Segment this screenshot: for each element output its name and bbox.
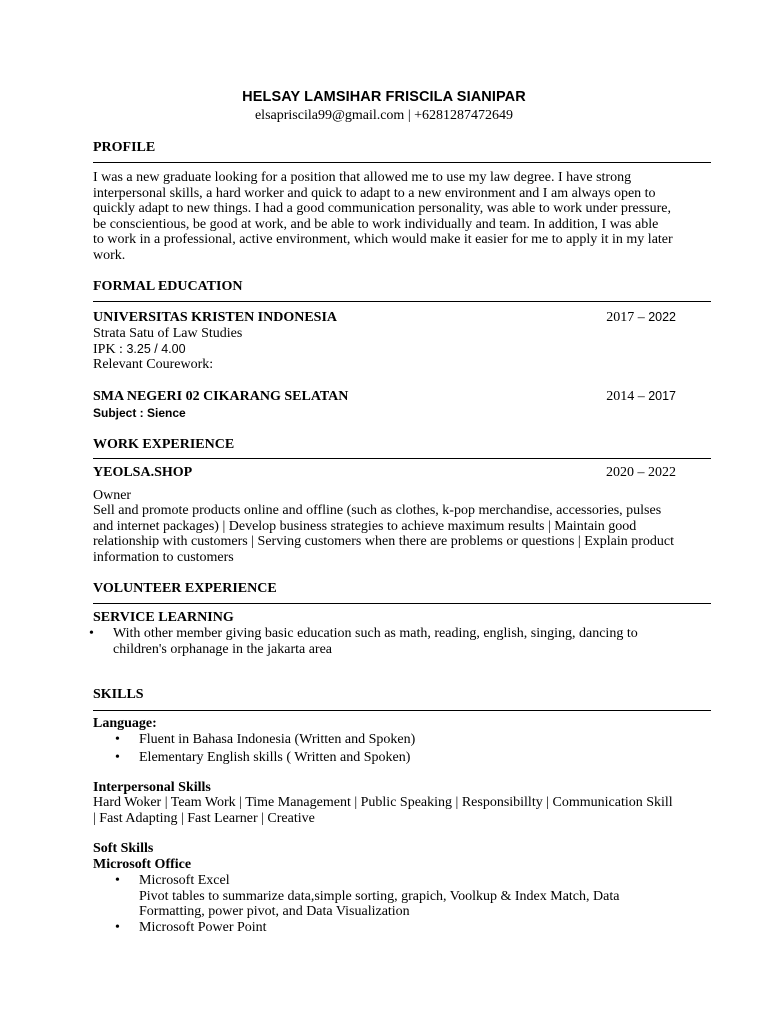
work-line: relationship with customers | Serving customers when there are problems or questions | Explain product — [93, 534, 675, 550]
language-label: Language: — [93, 716, 157, 731]
profile-divider — [93, 162, 711, 163]
school-date-start: 2014 – — [606, 389, 645, 404]
work-description — [93, 503, 676, 565]
ipk-label: IPK : — [93, 342, 123, 357]
university-date-start: 2017 – — [606, 310, 645, 325]
bullet-icon: • — [115, 750, 120, 765]
interpersonal-list — [93, 795, 676, 826]
work-heading: WORK EXPERIENCE — [93, 437, 235, 452]
work-line: and internet packages) | Develop business strategies to achieve maximum results | Maintain good — [93, 518, 637, 534]
language-item — [115, 732, 515, 748]
volunteer-line: With other member giving basic education such as math, reading, english, singing, dancing to — [113, 626, 638, 641]
skills-heading: SKILLS — [93, 687, 144, 702]
language-item — [115, 750, 515, 766]
candidate-name: HELSAY LAMSIHAR FRISCILA SIANIPAR — [242, 89, 526, 105]
work-line: Sell and promote products online and offline (such as clothes, k-pop merchandise, accessories, pulses — [93, 503, 662, 518]
university-date-end: 2022 — [648, 310, 676, 324]
language-text: Fluent in Bahasa Indonesia (Written and Spoken) — [139, 732, 416, 747]
volunteer-bullet — [89, 626, 676, 658]
profile-line: to work in a professional, active environment, which would make it easier for me to apply it in my later — [93, 232, 673, 248]
school-subject: Subject : Sience — [93, 406, 186, 420]
interpersonal-line: | Fast Adapting | Fast Learner | Creative — [93, 810, 315, 826]
profile-line: work. — [93, 247, 126, 263]
work-divider — [93, 458, 711, 459]
profile-line: I was a new graduate looking for a position that allowed me to use my law degree. I have strong — [93, 170, 632, 185]
university-name: UNIVERSITAS KRISTEN INDONESIA — [93, 310, 338, 325]
work-line: information to customers — [93, 549, 234, 565]
profile-line: quickly adapt to new things. I had a good communication personality, was able to work under pressure, — [93, 201, 672, 217]
language-text: Elementary English skills ( Written and Spoken) — [139, 750, 411, 765]
volunteer-text — [113, 626, 676, 657]
contact-info: elsapriscila99@gmail.com | +6281287472649 — [254, 108, 514, 123]
bullet-icon: • — [115, 920, 120, 935]
profile-paragraph — [93, 170, 676, 264]
work-dates: 2020 – 2022 — [606, 465, 676, 480]
interpersonal-line: Hard Woker | Team Work | Time Management | Public Speaking | Responsibillty | Communication Skill — [93, 795, 673, 810]
excel-label: Microsoft Excel — [139, 873, 230, 888]
profile-line: be conscientious, be good at work, and be able to work individually and team. In addition, I was able — [93, 216, 659, 232]
interpersonal-label: Interpersonal Skills — [93, 780, 211, 795]
education-heading: FORMAL EDUCATION — [93, 279, 243, 294]
microsoft-office-label: Microsoft Office — [93, 857, 192, 872]
excel-line: Pivot tables to summarize data,simple sorting, grapich, Voolkup & Index Match, Data — [139, 888, 620, 904]
education-divider — [93, 301, 711, 302]
work-role: Owner — [93, 488, 132, 503]
volunteer-divider — [93, 603, 711, 604]
school-dates — [606, 389, 676, 405]
bullet-icon: • — [89, 626, 94, 641]
excel-text — [139, 873, 676, 920]
powerpoint-text: Microsoft Power Point — [139, 920, 267, 935]
excel-item — [115, 873, 676, 921]
university-coursework: Relevant Courework: — [93, 357, 214, 372]
profile-heading: PROFILE — [93, 140, 156, 155]
company-name: YEOLSA.SHOP — [93, 465, 193, 480]
volunteer-title: SERVICE LEARNING — [93, 610, 234, 625]
bullet-icon: • — [115, 732, 120, 747]
ipk-value: 3.25 / 4.00 — [126, 342, 186, 356]
skills-divider — [93, 710, 711, 711]
school-date-end: 2017 — [648, 389, 676, 403]
university-dates — [606, 310, 676, 326]
profile-line: interpersonal skills, a hard worker and quick to adapt to a new environment and I am always open to — [93, 185, 656, 201]
university-degree: Strata Satu of Law Studies — [93, 326, 243, 341]
volunteer-line: children's orphanage in the jakarta area — [113, 641, 333, 657]
excel-line: Formatting, power pivot, and Data Visualization — [139, 904, 410, 920]
bullet-icon: • — [115, 873, 120, 888]
university-ipk — [93, 342, 186, 358]
soft-skills-label: Soft Skills — [93, 841, 154, 856]
powerpoint-item — [115, 920, 515, 936]
school-name: SMA NEGERI 02 CIKARANG SELATAN — [93, 389, 349, 404]
volunteer-heading: VOLUNTEER EXPERIENCE — [93, 581, 277, 596]
